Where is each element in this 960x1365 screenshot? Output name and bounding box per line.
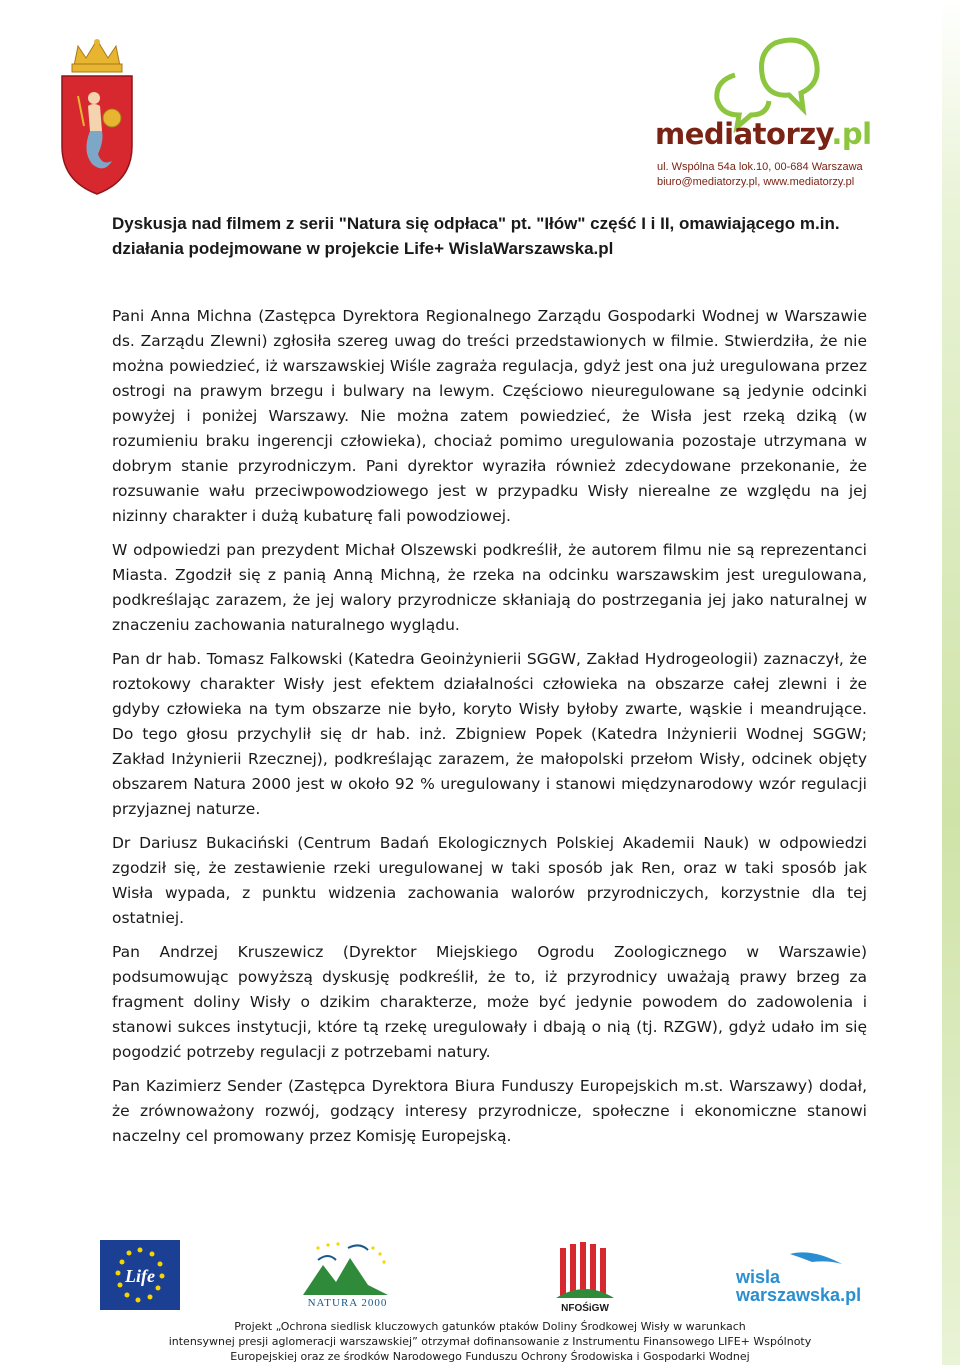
funding-line: Europejskiej oraz ze środków Narodowego Funduszu Ochrony Środowiska i Gospodarki Wodnej bbox=[230, 1350, 750, 1363]
paragraph: Pan Kazimierz Sender (Zastępca Dyrektora Biura Funduszy Europejskich m.st. Warszawy) dodał, że zrównoważony rozwój, godzący interesy przyrodnicze, społeczne i ekonomiczne stanowi naczelny cel promowany przez Komisję Europejską. bbox=[112, 1077, 867, 1145]
mediatorzy-contact bbox=[657, 160, 897, 190]
natura-2000-label: NATURA 2000 bbox=[307, 1297, 388, 1309]
warsaw-coat-of-arms-logo bbox=[52, 36, 142, 196]
project-funding-note bbox=[100, 1319, 880, 1364]
footer-logos bbox=[0, 1240, 960, 1320]
mediatorzy-address: ul. Wspólna 54a lok.10, 00-684 Warszawa bbox=[657, 161, 863, 173]
eu-life-logo bbox=[100, 1240, 180, 1310]
svg-text:Life: Life bbox=[125, 1266, 155, 1286]
document-body bbox=[112, 304, 867, 1158]
funding-line: Projekt „Ochrona siedlisk kluczowych gatunków ptaków Doliny Środkowej Wisły w warunkach bbox=[234, 1320, 746, 1333]
mediatorzy-email-web: biuro@mediatorzy.pl, www.mediatorzy.pl bbox=[657, 176, 855, 188]
wisla-label-line1: wisla bbox=[736, 1267, 781, 1287]
paragraph: W odpowiedzi pan prezydent Michał Olszewski podkreślił, że autorem filmu nie są reprezentanci Miasta. Zgodził się z panią Anną Michną, że rzeka na odcinku warszawskim jest uregulowana, podkreślając zarazem, że jej walory przyrodnicze skłaniają do postrzegania jej jako naturalnej w znaczeniu zachowania naturalnego wyglądu. bbox=[112, 541, 867, 634]
funding-line: intensywnej presji aglomeracji warszawskiej” otrzymał dofinansowanie z Instrumentu Finansowego LIFE+ Wspólnoty bbox=[168, 1335, 812, 1348]
paragraph: Dr Dariusz Bukaciński (Centrum Badań Ekologicznych Polskiej Akademii Nauk) w odpowiedzi zgodził się, że zestawienie rzeki uregulowanej w taki sposób jak Ren, oraz w taki sposób jak Wisła wypada, z punktu widzenia zachowania walorów przyrodniczych, korzystnie dla tej ostatniej. bbox=[112, 834, 867, 927]
mediatorzy-logo-block bbox=[655, 35, 890, 195]
mediatorzy-wordmark bbox=[655, 117, 890, 151]
nfosigw-label: NFOŚiGW bbox=[561, 1303, 609, 1314]
paragraph: Pan dr hab. Tomasz Falkowski (Katedra Geoinżynierii SGGW, Zakład Hydrogeologii) zaznaczył, że roztokowy charakter Wisły jest efektem działalności człowieka na obszarze całej zlewni i że gdyby człowieka na tym obszarze nie było, koryto Wisły byłoby zwarte, wąskie i meandrujące. Do tego głosu przychylił się dr hab. inż. Zbigniew Popek (Katedra Inżynierii Wodnej SGGW; Zakład Inżynierii Rzecznej), podkreślając zarazem, że małopolski przełom Wisły, odcinek objęty obszarem Natura 2000 jest w około 92 % uregulowany i stanowi międzynarodowy wzór regulacji przyjaznej naturze. bbox=[112, 650, 867, 818]
mediatorzy-wordmark-main: mediatorzy bbox=[655, 117, 832, 151]
wisla-label-line2: warszawska.pl bbox=[736, 1285, 862, 1305]
paragraph: Pan Andrzej Kruszewicz (Dyrektor Miejskiego Ogrodu Zoologicznego w Warszawie) podsumowując powyższą dyskusję podkreślił, że to, iż przyrodnicy uważają prawy brzeg za fragment doliny Wisły o dzikim charakterze, może być jedynie powodem do zadowolenia i stanowi sukces instytucji, które tą rzekę uregulowały i dbają o nią (tj. RZGW), gdyż udało im się pogodzić potrzeby regulacji z potrzebami natury. bbox=[112, 943, 867, 1061]
decorative-side-stripe bbox=[942, 0, 960, 1365]
paragraph: Pani Anna Michna (Zastępca Dyrektora Regionalnego Zarządu Gospodarki Wodnej w Warszawie ds. Zarządu Zlewni) zgłosiła szereg uwag do treści przedstawionych w filmie. Stwierdziła, że nie można powiedzieć, iż warszawskiej Wiśle zagraża regulacja, gdyż jest ona już uregulowana przez ostrogi na prawym brzegu i bulwary na lewym. Częściowo nieuregulowane są jedynie odcinki powyżej i poniżej Warszawy. Nie można zatem powiedzieć, że Wisła jest rzeką dziką (w rozumieniu braku ingerencji człowieka), chociaż pomimo uregulowania pozostaje utrzymana w dobrym stanie przyrodniczym. Pani dyrektor wyraziła również zdecydowane przekonanie, że rozsuwanie wału przeciwpowodziowego jest w przypadku Wisły nierealne ze względu na jej nizinny charakter i dużą kubaturę fali powodziowej. bbox=[112, 307, 867, 525]
document-title: Dyskusja nad filmem z serii "Natura się odpłaca" pt. "Iłów" część I i II, omawiającego m.in. działania podejmowane w projekcie Life+ WislaWarszawska.pl bbox=[112, 214, 840, 258]
mediatorzy-wordmark-suffix: .pl bbox=[831, 117, 872, 151]
